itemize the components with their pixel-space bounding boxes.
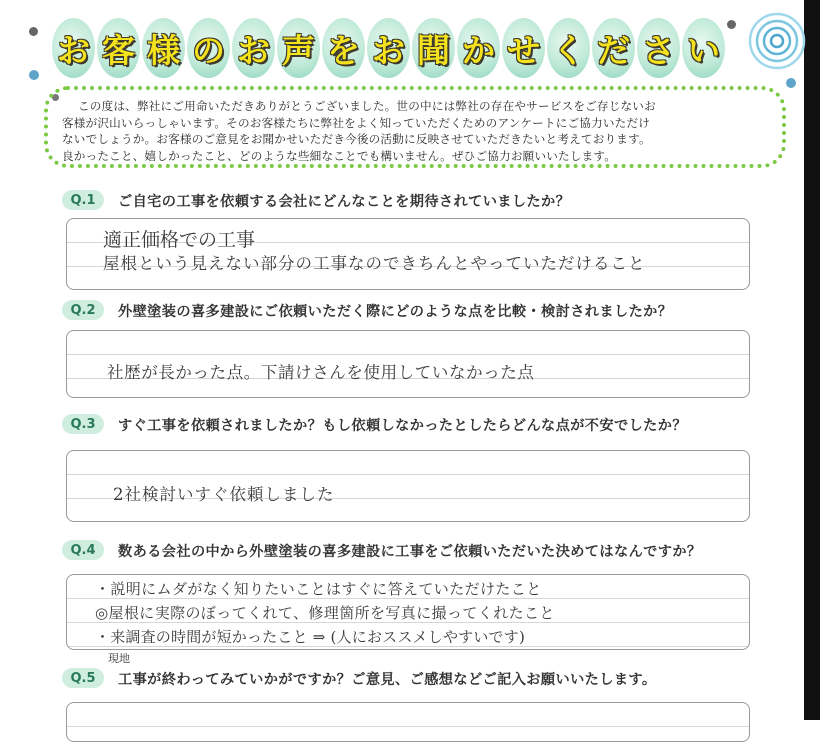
question-3 [62,414,782,436]
question-badge: Q.3 [62,414,104,434]
decor-dot [29,27,38,36]
question-text: 数ある会社の中から外壁塗装の喜多建設に工事をご依頼いただいた決めてはなんですか？ [118,544,702,560]
swirl-icon [748,12,806,70]
handwritten-note: 現地 [108,652,130,665]
title-char: い [682,18,725,78]
answer-line: 屋根という見えない部分の工事なのできちんとやっていただけること [103,254,646,273]
question-text: 外壁塗装の喜多建設にご依頼いただく際にどのような点を比較・検討されましたか？ [118,304,673,320]
title-char: だ [592,18,635,78]
title-char: の [187,18,230,78]
answer-line: 2社検討いすぐ依頼しました [113,485,335,504]
answer-line: 社歴が長かった点。下請けさんを使用していなかった点 [107,363,535,382]
question-text: すぐ工事を依頼されましたか？もし依頼しなかったとしたらどんな点が不安でしたか？ [118,418,687,434]
intro-line: 客様が沢山いらっしゃいます。そのお客様たちに弊社をよく知っていただくためのアンケートにご協力いただけ [62,115,651,130]
question-badge: Q.1 [62,190,104,210]
intro-box [44,86,786,168]
decor-dot [29,70,39,80]
scan-edge [804,0,820,720]
answer-box-5[interactable] [66,702,750,742]
title-char: さ [637,18,680,78]
title-char: を [322,18,365,78]
title-char: 様 [142,18,185,78]
title-char: せ [502,18,545,78]
question-badge: Q.4 [62,540,104,560]
title-char: お [232,18,275,78]
answer-line: 適正価格での工事 [103,229,256,251]
title-char: お [52,18,95,78]
question-text: ご自宅の工事を依頼する会社にどんなことを期待されていましたか？ [118,194,571,210]
title-char: 聞 [412,18,455,78]
answer-box-1[interactable] [66,218,750,290]
question-4 [62,540,782,562]
intro-line: 良かったこと、嬉しかったこと、どのような些細なことでも構いません。ぜひご協力お願いいたします。 [62,148,617,163]
title-char: か [457,18,500,78]
question-badge: Q.5 [62,668,104,688]
answer-box-3[interactable] [66,450,750,522]
answer-line: ◎屋根に実際のぼってくれて、修理箇所を写真に撮ってくれたこと [95,604,555,622]
decor-dot [786,78,796,88]
title-char: 客 [97,18,140,78]
title-char: 声 [277,18,320,78]
page-title [52,18,752,84]
title-char: お [367,18,410,78]
question-5 [62,668,782,690]
question-1 [62,190,782,212]
answer-line: ・説明にムダがなく知りたいことはすぐに答えていただけたこと [95,580,542,598]
answer-line: ・来調査の時間が短かったこと ⇒ (人におススメしやすいです) [95,628,526,646]
answer-box-4[interactable] [66,574,750,650]
question-badge: Q.2 [62,300,104,320]
answer-box-2[interactable] [66,330,750,398]
intro-line: ないでしょうか。お客様のご意見をお聞かせいただき今後の活動に反映させていただきたいと考えております。 [62,132,651,147]
question-text: 工事が終わってみていかがですか？ご意見、ご感想などご記入お願いいたします。 [118,672,657,688]
title-char: く [547,18,590,78]
question-2 [62,300,782,322]
intro-line: この度は、弊社にご用命いただきありがとうございました。世の中には弊社の存在やサービスをご存じないお [78,99,656,113]
